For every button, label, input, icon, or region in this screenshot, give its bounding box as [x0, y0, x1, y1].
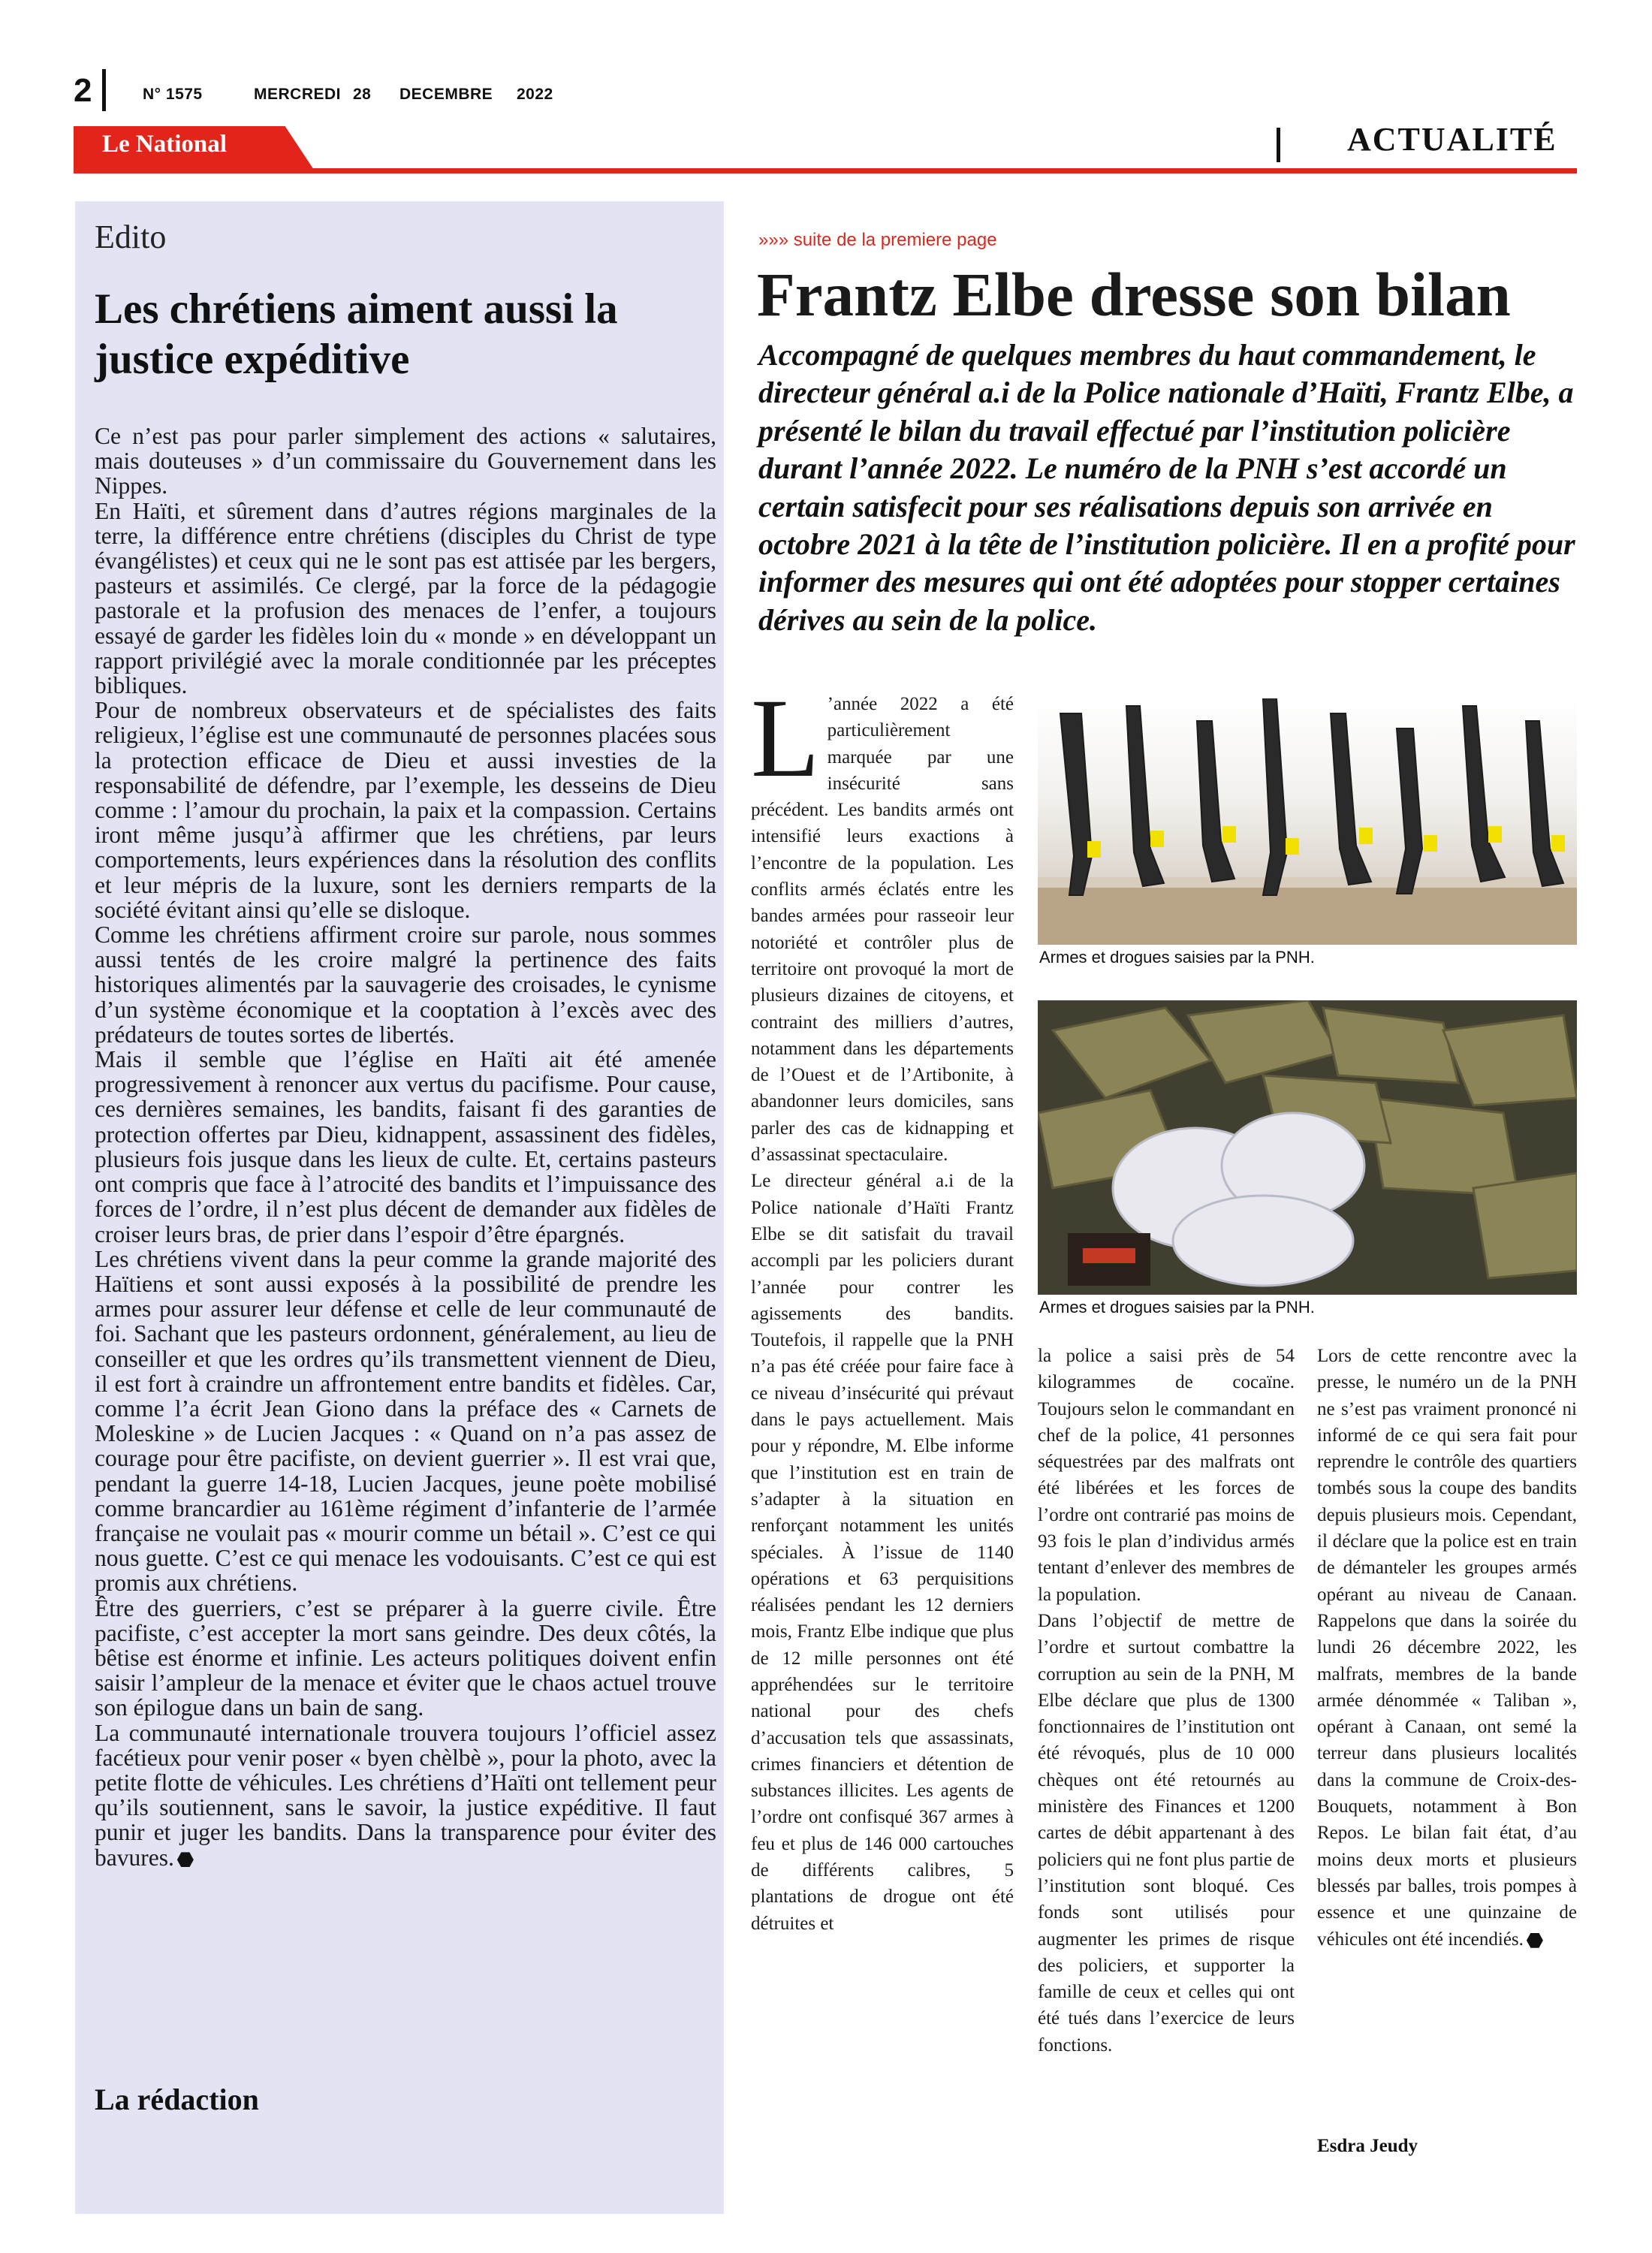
article-title: Frantz Elbe dresse son bilan [757, 260, 1511, 329]
edito-paragraph: Comme les chrétiens affirment croire sur parole, nous sommes aussi tentés de les croire malgré la pertinence des faits historiques alimentés par la sauvagerie des croisades, le cynisme d’un système économique et la cooptation à l’excès avec des prédateurs de toutes sortes de libertés. [95, 921, 716, 1048]
date-year: 2022 [517, 86, 553, 103]
photo-caption: Armes et drogues saisies par la PNH. [1039, 948, 1315, 967]
header-rule [74, 168, 1577, 173]
article-paragraph: la police a saisi près de 54 kilogrammes de cocaïne. Toujours selon le commandant en chef de la police, 41 personnes séquestrées par des malfrats ont été libérées et les forces de l’ordre ont contrarié pas moins de 93 fois le plan d’individus armés tentant d’enlever des membres de la population. [1038, 1346, 1295, 1605]
drugs-photo [1038, 1000, 1577, 1295]
article-kicker: »»» suite de la premiere page [758, 230, 997, 250]
end-mark-icon [1527, 1933, 1543, 1948]
edito-paragraph: Mais il semble que l’église en Haïti ait été amenée progressivement à renoncer aux vertus du pacifisme. Pour cause, ces dernières semaines, les bandits, faisant fi des garanties de protection offertes par Dieu, kidnappent, assassinent des fidèles, plusieurs fois jusque dans les lieux de culte. Et, certains pasteurs ont compris que face à l’atrocité des bandits et l’impuissance des forces de l’ordre, il n’est plus décent de demander aux fidèles de croiser leurs bras, de prier dans l’espoir d’être épargnés. [95, 1046, 716, 1247]
date-month: DECEMBRE [399, 86, 493, 103]
section-divider [1277, 128, 1280, 162]
date-weekday: MERCREDI [254, 86, 342, 103]
weapons-illustration [1038, 698, 1577, 945]
article-paragraph-text: ’année 2022 a été particulièrement marquée par une insécurité sans précédent. Les bandits armés ont intensifié leurs exactions à l’encontre de la population. Les conflits armés éclatés entre les bandes armées pour rasseoir leur notoriété et contrôler plus de territoire ont provoqué la mort de plusieurs dizaines de citoyens, et contraint des milliers d’autres, notamment dans les départements de l’Ouest et de l’Artibonite, à abandonner leurs domiciles, sans parler des cas de kidnapping et d’assassinat spectaculaire. [751, 694, 1014, 1166]
drugs-illustration [1038, 1000, 1577, 1295]
article-paragraph [1317, 1343, 1577, 1953]
edito-paragraph: Pour de nombreux observateurs et de spécialistes des faits religieux, l’église est une communauté de personnes placées sous la protection efficace de Dieu et aussi investies de la responsabilité de défendre, par l’exemple, les desseins de Dieu comme : l’amour du prochain, la paix et la compassion. Certains iront même jusqu’à affirmer que les chrétiens, par leurs comportements, leurs expériences dans la résolution des conflits et leur mépris de la luxure, sont les derniers remparts de la société évitant ainsi qu’elle se disloque. [95, 697, 716, 923]
article-byline: Esdra Jeudy [1317, 2136, 1418, 2156]
edito-paragraph: Les chrétiens vivent dans la peur comme la grande majorité des Haïtiens et sont aussi exposés à la possibilité de prendre les armes pour assurer leur défense et celle de leur communauté de foi. Sachant que les pasteurs ordonnent, généralement, au lieu de conseiller et que les ordres qu’ils transmettent viennent de Dieu, il est fort à craindre un affrontement entre bandits et fidèles. Car, comme l’a écrit Jean Giono dans la préface des « Carnets de Moleskine » de Lucien Jacques : « Quand on n’a pas assez de courage pour être pacifiste, on devient guerrier ». Il est vrai que, pendant la guerre 14-18, Lucien Jacques, jeune poète mobilisé comme brancardier au 161ème régiment d’infanterie de l’armée française ne voulait pas « mourir comme un bétail ». C’est ce qui nous guette. C’est ce qui menace les vodouisants. C’est ce qui est promis aux chrétiens. [95, 1245, 716, 1597]
end-mark-icon [177, 1852, 194, 1867]
date-day: 28 [353, 86, 372, 103]
page-number-divider [102, 69, 106, 111]
page-number: 2 [74, 72, 92, 109]
article-column-2 [1038, 1343, 1295, 2058]
edito-paragraph-text: La communauté internationale trouvera toujours l’officiel assez facétieux pour venir poser « byen chèlbè », pour la photo, avec la petite flotte de véhicules. Les chrétiens d’Haïti ont tellement peur qu’ils soutiennent, sans le savoir, la justice expéditive. Il faut punir et juger les bandits. Dans la transparence pour éviter des bavures. [95, 1719, 716, 1871]
article-column-3 [1317, 1343, 1577, 1953]
edito-body [95, 424, 716, 1870]
edito-paragraph: En Haïti, et sûrement dans d’autres régions marginales de la terre, la différence entre chrétiens (disciples du Christ de type évangélistes) et ceux qui ne le sont pas est attisée par les bergers, pasteurs et assimilés. Ce clergé, par la force de la pédagogie pastorale et la profusion des menaces de l’enfer, a toujours essayé de garder les fidèles loin du « monde » en développant un rapport privilégié avec la morale conditionnée par les préceptes bibliques. [95, 497, 716, 699]
edito-title: Les chrétiens aiment aussi la justice expéditive [95, 285, 618, 383]
article-paragraph-text: Lors de cette rencontre avec la presse, le numéro un de la PNH ne s’est pas vraiment prononcé ni informé de ce qui sera fait pour reprendre le contrôle des quartiers tombés sous la coupe des bandits depuis plusieurs mois. Cependant, il déclare que la police est en train de démanteler les groupes armés opérant au niveau de Canaan. Rappelons que dans la soirée du lundi 26 décembre 2022, les malfrats, membres de la bande armée dénommée « Taliban », opérant à Canaan, ont semé la terreur dans plusieurs localités dans la commune de Croix-des-Bouquets, notamment à Bon Repos. Le bilan fait état, d’au moins deux morts et plusieurs blessés par balles, trois pompes à essence et une quinzaine de véhicules ont été incendiés. [1317, 1346, 1577, 1950]
edito-paragraph: Ce n’est pas pour parler simplement des actions « salutaires, mais douteuses » d’un commissaire du Gouvernement dans les Nippes. [95, 423, 716, 499]
edito-paragraph: Être des guerriers, c’est se préparer à la guerre civile. Être pacifiste, c’est accepter la mort sans geindre. Des deux côtés, la bêtise est énorme et infinie. Les acteurs politiques doivent enfin saisir l’ampleur de la menace et éviter que le chaos actuel trouve son épilogue dans un bain de sang. [95, 1594, 716, 1721]
edito-paragraph-last [95, 1721, 716, 1870]
photo-caption: Armes et drogues saisies par la PNH. [1039, 1298, 1315, 1317]
issue-number: N° 1575 [143, 86, 203, 103]
article-paragraph: Le directeur général a.i de la Police nationale d’Haïti Frantz Elbe se dit satisfait du travail accompli par les policiers durant l’année pour contrer les agissements des bandits. Toutefois, il rappelle que la PNH n’a pas été créée pour faire face à ce niveau d’insécurité qui prévaut dans le pays actuellement. Mais pour y répondre, M. Elbe informe que l’institution est en train de s’adapter à la situation en renforçant notamment les unités spéciales. À l’issue de 1140 opérations et 63 perquisitions réalisées pendant les 12 derniers mois, Frantz Elbe indique que plus de 12 mille personnes ont été appréhendées sur le territoire national pour des chefs d’accusation tels que assassinats, crimes financiers et détention de substances illicites. Les agents de l’ordre ont confisqué 367 armes à feu et plus de 146 000 cartouches de différents calibres, 5 plantations de drogue ont été détruites et [751, 1171, 1014, 1934]
article-column-1 [751, 676, 1014, 1937]
article-paragraph [751, 676, 1014, 1168]
article-paragraph: Dans l’objectif de mettre de l’ordre et surtout combattre la corruption au sein de la PNH, M Elbe déclare que plus de 1300 fonctionnaires de l’institution ont été révoqués, plus de 10 000 chèques ont été retournés au ministère des Finances et 1200 cartes de débit appartenant à des policiers qui ne font plus partie de l’institution sont bloqué. Ces fonds sont utilisés pour augmenter les primes de risque des policiers, et supporter la famille de ceux et celles qui ont été tués dans l’exercice de leurs fonctions. [1038, 1610, 1295, 2055]
newspaper-name: Le National [102, 131, 227, 158]
edito-label: Edito [95, 219, 167, 255]
article-lead: Accompagné de quelques membres du haut commandement, le directeur général a.i de la Police nationale d’Haïti, Frantz Elbe, a présenté le bilan du travail effectué par l’institution policière durant l’année 2022. Le numéro de la PNH s’est accordé un certain satisfecit pour ses réalisations depuis son arrivée en octobre 2021 à la tête de l’institution policière. Il en a profité pour informer des mesures qui ont été adoptées pour stopper certaines dérives au sein de la police. [758, 338, 1575, 637]
drop-cap: L [751, 676, 820, 801]
weapons-photo [1038, 698, 1577, 945]
edito-signature: La rédaction [95, 2083, 259, 2116]
section-title: ACTUALITÉ [1347, 121, 1557, 158]
